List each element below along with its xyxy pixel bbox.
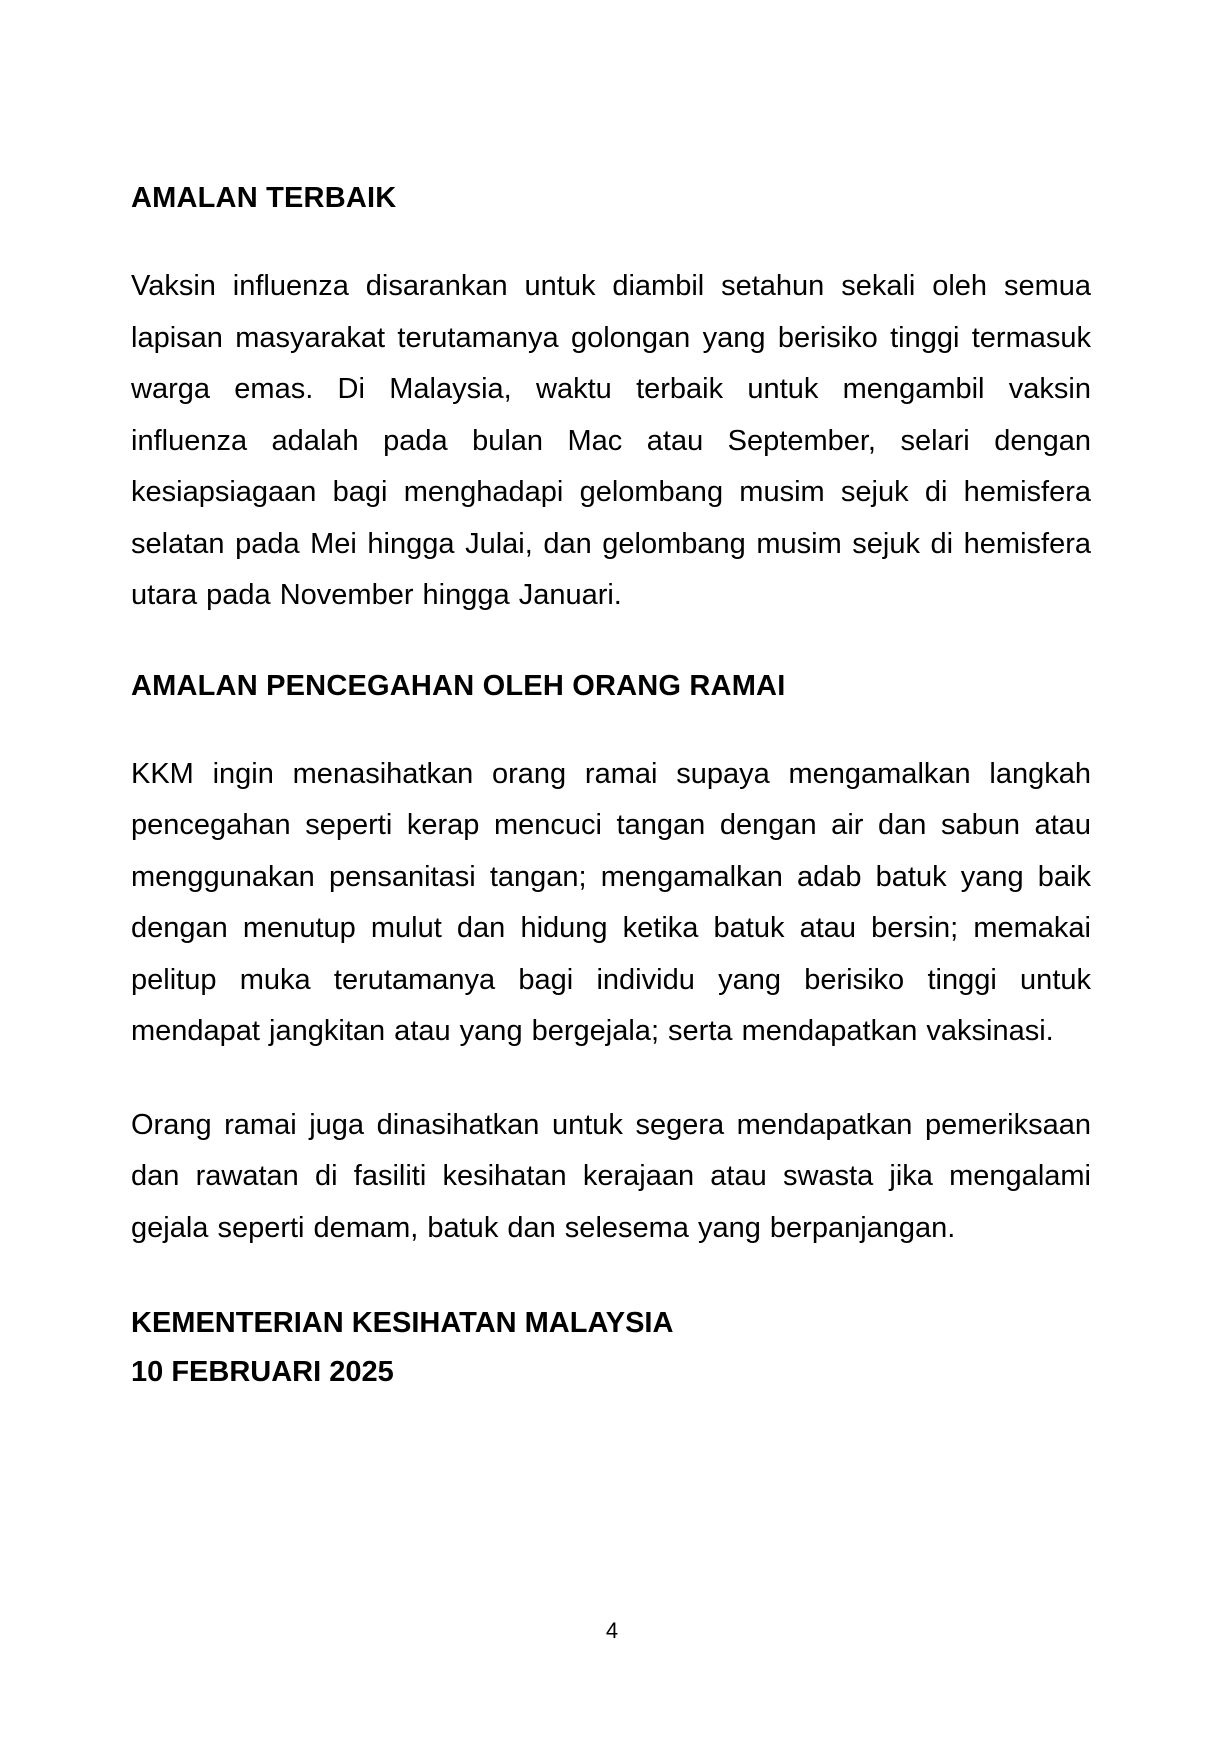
page-number: 4 (605, 1618, 619, 1643)
paragraph-vaksin-influenza: Vaksin influenza disarankan untuk diambil setahun sekali oleh semua lapisan masyarakat terutamanya golongan yang berisiko tinggi termasuk warga emas. Di Malaysia, waktu terbaik untuk mengambil vaksin influenza adalah pada bulan Mac atau September, selari dengan kesiapsiagaan bagi menghadapi gelombang musim sejuk di hemisfera selatan pada Mei hingga Julai, dan gelombang musim sejuk di hemisfera utara pada November hingga Januari. (131, 270, 1091, 611)
section-heading-amalan-terbaik: AMALAN TERBAIK (131, 182, 397, 214)
signature-block (131, 1299, 1091, 1397)
signature-date: 10 FEBRUARI 2025 (131, 1356, 394, 1388)
paragraph-langkah-pencegahan: KKM ingin menasihatkan orang ramai supaya mengamalkan langkah pencegahan seperti kerap mencuci tangan dengan air dan sabun atau menggunakan pensanitasi tangan; mengamalkan adab batuk yang baik dengan menutup mulut dan hidung ketika batuk atau bersin; memakai pelitup muka terutamanya bagi individu yang berisiko tinggi untuk mendapat jangkitan atau yang bergejala; serta mendapatkan vaksinasi. (131, 757, 1091, 1047)
document-body (131, 178, 1091, 1397)
signature-organization: KEMENTERIAN KESIHATAN MALAYSIA (131, 1307, 674, 1339)
section-heading-amalan-pencegahan: AMALAN PENCEGAHAN OLEH ORANG RAMAI (131, 669, 786, 702)
paragraph-pemeriksaan-rawatan: Orang ramai juga dinasihatkan untuk segera mendapatkan pemeriksaan dan rawatan di fasiliti kesihatan kerajaan atau swasta jika mengalami gejala seperti demam, batuk dan selesema yang berpanjangan. (131, 1108, 1091, 1244)
